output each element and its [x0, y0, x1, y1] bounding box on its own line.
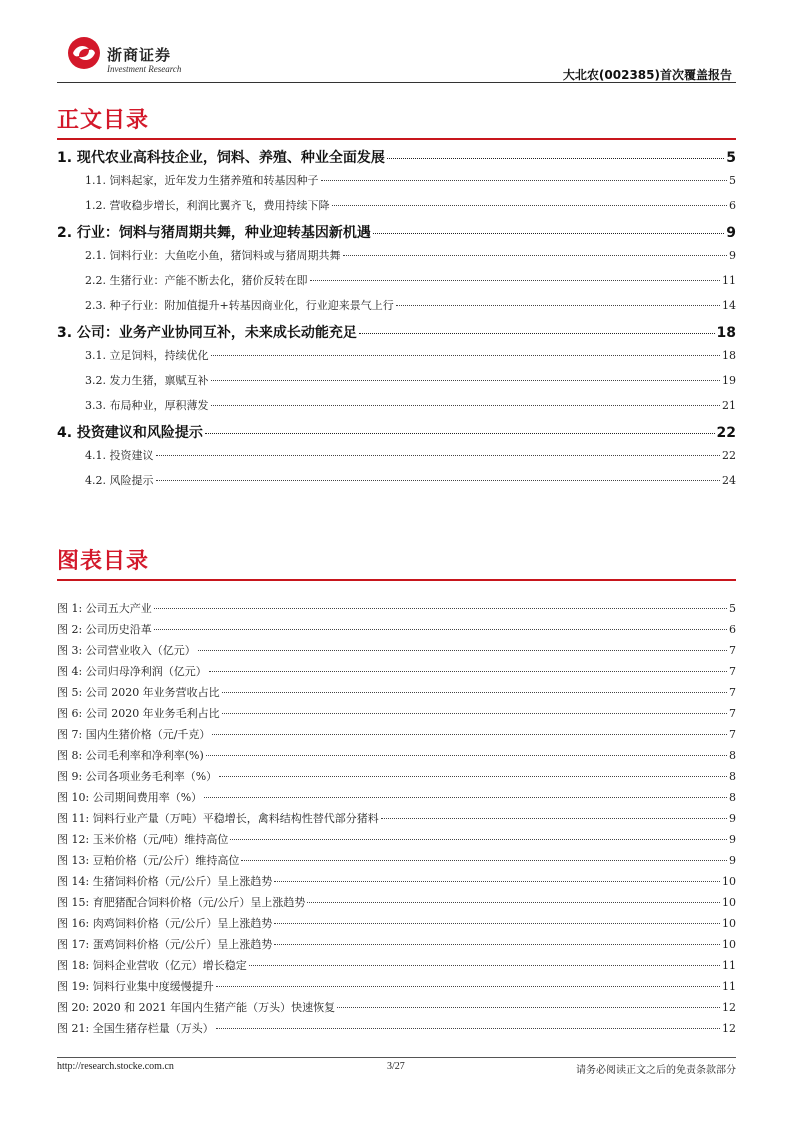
figures-title-divider — [57, 579, 736, 581]
leader-dots — [274, 881, 720, 882]
figure-entry-label: 图 5: 公司 2020 年业务营收占比 — [57, 686, 220, 699]
toc-section-entry[interactable] — [57, 297, 736, 322]
leader-dots — [359, 333, 715, 334]
figure-entry[interactable] — [57, 747, 736, 768]
toc-chapter-entry-label: 3. 公司：业务产业协同互补，未来成长动能充足 — [57, 325, 357, 341]
figure-entry[interactable] — [57, 915, 736, 936]
leader-dots — [381, 818, 727, 819]
toc-section-entry-page-number: 22 — [722, 449, 736, 462]
figure-entry-label: 图 16: 肉鸡饲料价格（元/公斤）呈上涨趋势 — [57, 917, 273, 930]
toc-chapter-entry[interactable] — [57, 147, 736, 172]
figure-entry-page-number: 12 — [722, 1022, 736, 1035]
leader-dots — [307, 902, 720, 903]
leader-dots — [337, 1007, 720, 1008]
figure-entry-label: 图 6: 公司 2020 年业务毛利占比 — [57, 707, 220, 720]
toc-chapter-entry[interactable] — [57, 222, 736, 247]
footer-disclaimer: 请务必阅读正文之后的免责条款部分 — [576, 1065, 736, 1076]
company-logo — [67, 36, 217, 76]
leader-dots — [321, 180, 728, 181]
leader-dots — [205, 433, 715, 434]
figure-entry-page-number: 8 — [729, 770, 736, 783]
figure-entry-page-number: 7 — [729, 644, 736, 657]
figure-entry-page-number: 9 — [729, 854, 736, 867]
figure-entry-label: 图 8: 公司毛利率和净利率(%) — [57, 749, 204, 762]
figure-entry-label: 图 14: 生猪饲料价格（元/公斤）呈上涨趋势 — [57, 875, 273, 888]
leader-dots — [154, 629, 727, 630]
leader-dots — [198, 650, 727, 651]
figure-entry[interactable] — [57, 768, 736, 789]
footer-page-number: 3/27 — [387, 1061, 405, 1072]
leader-dots — [241, 860, 727, 861]
toc-chapter-entry-page-number: 22 — [716, 425, 736, 441]
leader-dots — [219, 776, 727, 777]
toc-section-entry-label: 1.1. 饲料起家，近年发力生猪养殖和转基因种子 — [85, 174, 319, 187]
footer-url-link[interactable]: http://research.stocke.com.cn — [57, 1061, 174, 1072]
figure-entry[interactable] — [57, 831, 736, 852]
figure-entry-label: 图 21: 全国生猪存栏量（万头） — [57, 1022, 214, 1035]
toc-section-entry-label: 2.2. 生猪行业：产能不断去化，猪价反转在即 — [85, 274, 308, 287]
figure-entry[interactable] — [57, 957, 736, 978]
toc-section-entry-label: 3.2. 发力生猪，禀赋互补 — [85, 374, 209, 387]
leader-dots — [211, 380, 721, 381]
toc-section-entry-page-number: 6 — [729, 199, 736, 212]
leader-dots — [396, 305, 720, 306]
toc-chapter-entry[interactable] — [57, 422, 736, 447]
figure-entry-page-number: 8 — [729, 791, 736, 804]
figure-entry[interactable] — [57, 705, 736, 726]
figure-entry[interactable] — [57, 852, 736, 873]
toc-section-entry[interactable] — [57, 272, 736, 297]
toc-section-entry-label: 4.2. 风险提示 — [85, 474, 154, 487]
toc-section-entry-page-number: 24 — [722, 474, 736, 487]
figure-entry[interactable] — [57, 663, 736, 684]
figure-entry-page-number: 10 — [722, 917, 736, 930]
footer-divider — [57, 1057, 736, 1058]
logo-emblem-icon — [67, 36, 101, 70]
toc-chapter-entry-page-number: 5 — [726, 150, 736, 166]
toc-title-divider — [57, 138, 736, 140]
figure-entry-page-number: 7 — [729, 728, 736, 741]
figure-entry[interactable] — [57, 600, 736, 621]
toc-section-entry-page-number: 18 — [722, 349, 736, 362]
figure-entry-page-number: 10 — [722, 938, 736, 951]
leader-dots — [249, 965, 720, 966]
leader-dots — [222, 713, 727, 714]
figure-entry-label: 图 19: 饲料行业集中度缓慢提升 — [57, 980, 214, 993]
toc-chapter-entry-label: 4. 投资建议和风险提示 — [57, 425, 203, 441]
toc-section-entry[interactable] — [57, 397, 736, 422]
toc-chapter-entry-page-number: 18 — [716, 325, 736, 341]
leader-dots — [222, 692, 727, 693]
leader-dots — [387, 158, 724, 159]
leader-dots — [230, 839, 727, 840]
figure-entry-label: 图 3: 公司营业收入（亿元） — [57, 644, 196, 657]
figure-entry[interactable] — [57, 726, 736, 747]
leader-dots — [206, 755, 727, 756]
figure-entry-page-number: 5 — [729, 602, 736, 615]
leader-dots — [274, 944, 720, 945]
figure-entry-label: 图 4: 公司归母净利润（亿元） — [57, 665, 207, 678]
report-title: 大北农(002385)首次覆盖报告 — [562, 68, 732, 82]
page-header — [57, 30, 736, 82]
leader-dots — [332, 205, 728, 206]
figure-entry[interactable] — [57, 894, 736, 915]
toc-chapter-entry-label: 1. 现代农业高科技企业，饲料、养殖、种业全面发展 — [57, 150, 385, 166]
toc-section-entry[interactable] — [57, 197, 736, 222]
figure-entry[interactable] — [57, 789, 736, 810]
leader-dots — [154, 608, 727, 609]
figure-entry-page-number: 9 — [729, 812, 736, 825]
figure-entry-label: 图 20: 2020 和 2021 年国内生猪产能（万头）快速恢复 — [57, 1001, 336, 1014]
toc-chapter-entry-page-number: 9 — [726, 225, 736, 241]
leader-dots — [211, 355, 721, 356]
toc-chapter-entry[interactable] — [57, 322, 736, 347]
leader-dots — [343, 255, 728, 256]
toc-title: 正文目录 — [57, 108, 150, 133]
logo-chinese-name: 浙商证券 — [107, 46, 172, 64]
figure-entry-label: 图 7: 国内生猪价格（元/千克） — [57, 728, 211, 741]
figure-entry-page-number: 10 — [722, 875, 736, 888]
toc-section-entry-label: 4.1. 投资建议 — [85, 449, 154, 462]
figure-entry-label: 图 1: 公司五大产业 — [57, 602, 152, 615]
toc-section-entry-label: 2.1. 饲料行业：大鱼吃小鱼，猪饲料或与猪周期共舞 — [85, 249, 341, 262]
figure-entry-page-number: 12 — [722, 1001, 736, 1014]
figure-entry-label: 图 10: 公司期间费用率（%） — [57, 791, 203, 804]
figure-entry-label: 图 18: 饲料企业营收（亿元）增长稳定 — [57, 959, 247, 972]
toc-section-entry[interactable] — [57, 347, 736, 372]
figure-entry-page-number: 8 — [729, 749, 736, 762]
leader-dots — [310, 280, 721, 281]
figure-entry-page-number: 9 — [729, 833, 736, 846]
header-divider — [57, 82, 736, 83]
toc-section-entry-label: 3.1. 立足饲料，持续优化 — [85, 349, 209, 362]
figure-entry-label: 图 2: 公司历史沿革 — [57, 623, 152, 636]
figure-entry[interactable] — [57, 978, 736, 999]
figure-entry-label: 图 17: 蛋鸡饲料价格（元/公斤）呈上涨趋势 — [57, 938, 273, 951]
figures-list — [57, 600, 736, 1041]
toc-section-entry[interactable] — [57, 447, 736, 472]
leader-dots — [212, 734, 727, 735]
leader-dots — [204, 797, 727, 798]
logo-english-name: Investment Research — [107, 64, 182, 74]
leader-dots — [216, 1028, 720, 1029]
figure-entry-page-number: 10 — [722, 896, 736, 909]
figure-entry-page-number: 11 — [722, 980, 736, 993]
figure-entry-page-number: 7 — [729, 686, 736, 699]
figure-entry[interactable] — [57, 999, 736, 1020]
leader-dots — [156, 480, 721, 481]
figure-entry[interactable] — [57, 1020, 736, 1041]
toc-section-entry-page-number: 11 — [722, 274, 736, 287]
toc-list — [57, 147, 736, 497]
figure-entry[interactable] — [57, 810, 736, 831]
toc-section-entry-label: 3.3. 布局种业，厚积薄发 — [85, 399, 209, 412]
figure-entry-page-number: 6 — [729, 623, 736, 636]
leader-dots — [274, 923, 720, 924]
figure-entry-label: 图 12: 玉米价格（元/吨）维持高位 — [57, 833, 229, 846]
toc-section-entry-label: 2.3. 种子行业：附加值提升+转基因商业化，行业迎来景气上行 — [85, 299, 394, 312]
figure-entry-page-number: 7 — [729, 707, 736, 720]
toc-section-entry-page-number: 9 — [729, 249, 736, 262]
figure-entry[interactable] — [57, 873, 736, 894]
figure-entry-page-number: 11 — [722, 959, 736, 972]
figure-entry[interactable] — [57, 684, 736, 705]
figure-entry-label: 图 15: 育肥猪配合饲料价格（元/公斤）呈上涨趋势 — [57, 896, 306, 909]
figure-entry[interactable] — [57, 936, 736, 957]
toc-section-entry-page-number: 21 — [722, 399, 736, 412]
figures-title: 图表目录 — [57, 549, 150, 574]
leader-dots — [209, 671, 727, 672]
leader-dots — [156, 455, 721, 456]
leader-dots — [216, 986, 720, 987]
toc-section-entry[interactable] — [57, 247, 736, 272]
toc-section-entry[interactable] — [57, 172, 736, 197]
toc-section-entry-page-number: 5 — [729, 174, 736, 187]
figure-entry[interactable] — [57, 621, 736, 642]
leader-dots — [373, 233, 724, 234]
toc-section-entry[interactable] — [57, 472, 736, 497]
toc-section-entry-page-number: 14 — [722, 299, 736, 312]
figure-entry-label: 图 11: 饲料行业产量（万吨）平稳增长，禽料结构性替代部分猪料 — [57, 812, 379, 825]
figure-entry-label: 图 9: 公司各项业务毛利率（%） — [57, 770, 218, 783]
toc-section-entry-page-number: 19 — [722, 374, 736, 387]
figure-entry[interactable] — [57, 642, 736, 663]
figure-entry-label: 图 13: 豆粕价格（元/公斤）维持高位 — [57, 854, 240, 867]
toc-section-entry[interactable] — [57, 372, 736, 397]
toc-section-entry-label: 1.2. 营收稳步增长，利润比翼齐飞，费用持续下降 — [85, 199, 330, 212]
toc-chapter-entry-label: 2. 行业：饲料与猪周期共舞，种业迎转基因新机遇 — [57, 225, 371, 241]
leader-dots — [211, 405, 721, 406]
figure-entry-page-number: 7 — [729, 665, 736, 678]
